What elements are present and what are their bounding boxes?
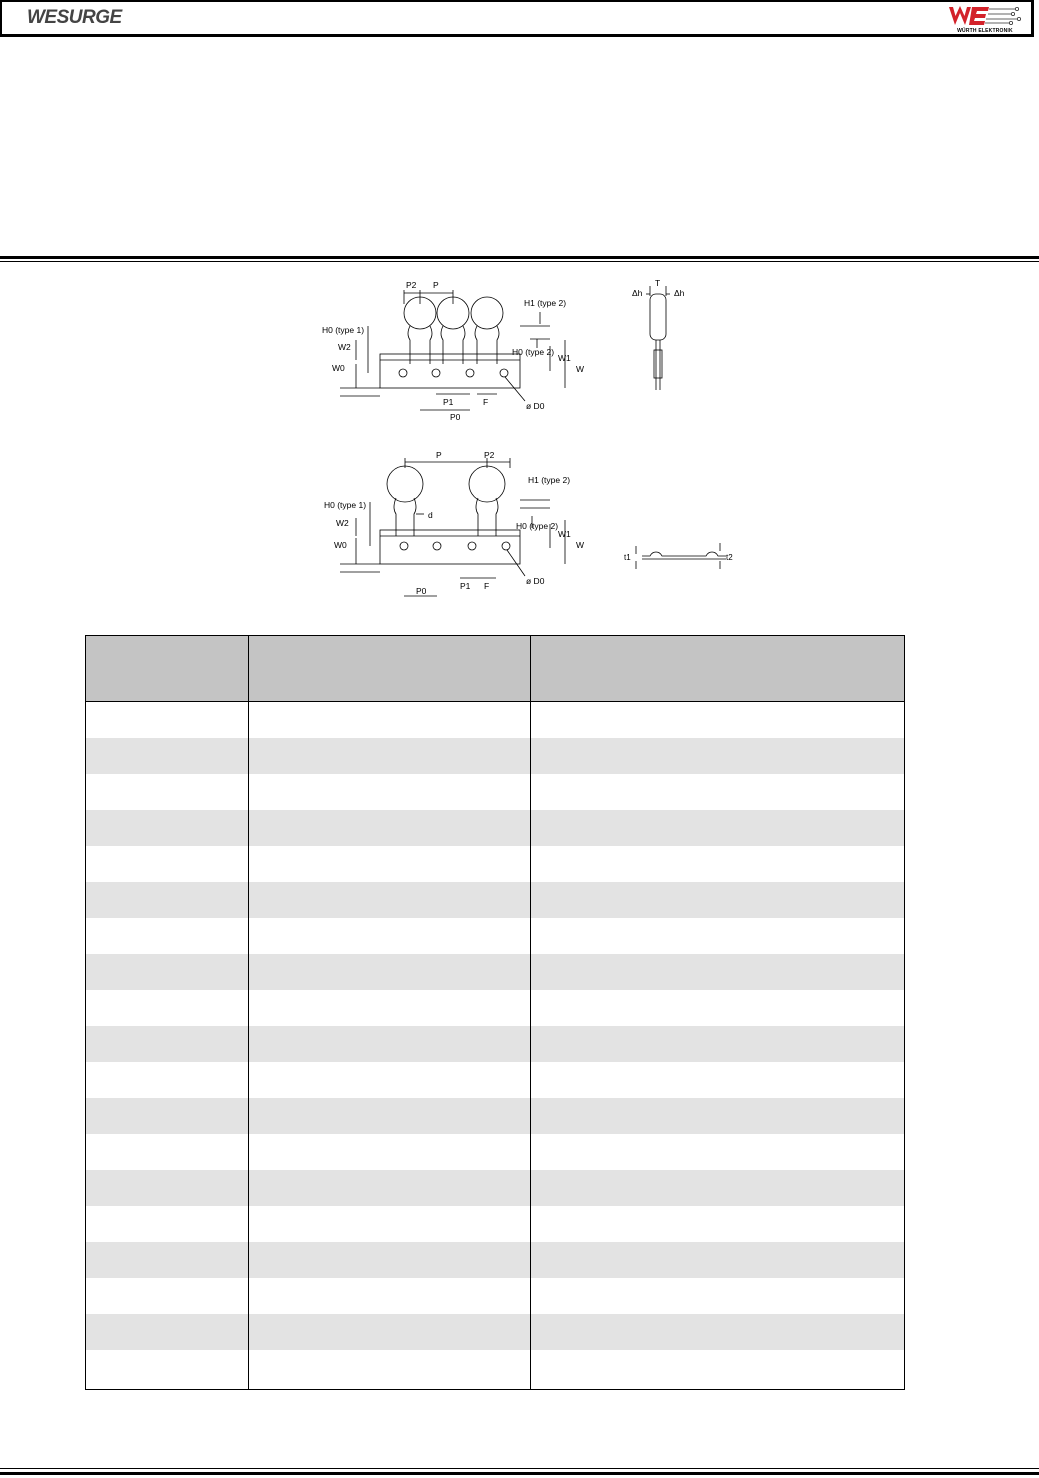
table-row [86,1098,904,1134]
table-cell [531,1134,906,1170]
column-divider [248,636,249,1389]
label-h0-type2: H0 (type 2) [512,347,555,357]
table-row [86,1242,904,1278]
label-p: P [433,280,439,290]
table-cell [531,882,906,918]
table-cell [86,1170,249,1206]
table-header-cell [249,636,531,701]
label-p: P [436,450,442,460]
label-p1: P1 [460,581,471,591]
table-cell [531,990,906,1026]
table-row [86,810,904,846]
table-row [86,954,904,990]
table-row [86,882,904,918]
table-cell [531,846,906,882]
table-cell [531,1170,906,1206]
table-cell [249,1314,531,1350]
section-rule [0,256,1039,259]
dimension-spec-table [85,635,905,1390]
wurth-elektronik-wordmark: WÜRTH ELEKTRONIK [957,28,1013,34]
table-cell [531,1350,906,1386]
table-cell [249,1134,531,1170]
table-cell [249,1278,531,1314]
table-cell [86,954,249,990]
label-w1: W1 [558,353,571,363]
table-row [86,702,904,738]
table-cell [249,1206,531,1242]
table-cell [531,1026,906,1062]
table-cell [249,810,531,846]
table-cell [86,1098,249,1134]
table-header-cell [86,636,249,701]
table-cell [531,810,906,846]
taping-diagram-type2 [300,448,590,603]
table-cell [86,810,249,846]
label-p2: P2 [406,280,417,290]
tape-thickness-diagram [620,540,740,572]
table-cell [86,1026,249,1062]
label-w0: W0 [334,540,347,550]
table-cell [531,1062,906,1098]
table-header-row [86,636,904,702]
table-cell [249,954,531,990]
label-h0-type2: H0 (type 2) [516,521,559,531]
table-row [86,1062,904,1098]
label-w1: W1 [558,529,571,539]
label-p2: P2 [484,450,495,460]
table-cell [249,1062,531,1098]
label-w2: W2 [338,342,351,352]
table-cell [249,1170,531,1206]
table-cell [86,774,249,810]
table-cell [249,846,531,882]
side-view-diagram [630,280,700,400]
table-row [86,918,904,954]
table-row [86,1134,904,1170]
table-cell [249,738,531,774]
label-t1: t1 [624,553,631,562]
table-row [86,1206,904,1242]
table-cell [86,1242,249,1278]
table-cell [249,1350,531,1386]
table-cell [86,846,249,882]
label-d: d [428,510,433,520]
label-d0: ø D0 [526,576,545,586]
table-cell [531,702,906,738]
table-row [86,774,904,810]
table-cell [249,918,531,954]
table-cell [249,882,531,918]
table-row [86,1350,904,1386]
table-cell [86,1134,249,1170]
table-cell [249,774,531,810]
table-header-cell [531,636,906,701]
label-t2: t2 [726,553,733,562]
label-f: F [483,397,489,407]
table-cell [531,738,906,774]
table-cell [86,1206,249,1242]
table-cell [531,1278,906,1314]
table-cell [86,1062,249,1098]
column-divider [530,636,531,1389]
taping-diagram-type1 [300,276,590,426]
table-cell [249,1242,531,1278]
label-p0: P0 [416,586,427,596]
table-cell [86,990,249,1026]
table-cell [531,1242,906,1278]
table-cell [531,1206,906,1242]
footer-rule-thin [0,1468,1039,1469]
table-cell [86,1350,249,1386]
label-w2: W2 [336,518,349,528]
label-w0: W0 [332,363,345,373]
label-h1-type2: H1 (type 2) [524,298,567,308]
table-cell [531,918,906,954]
label-dh-right: Δh [674,288,685,298]
table-cell [249,1098,531,1134]
table-row [86,1278,904,1314]
label-h0-type1: H0 (type 1) [322,325,365,335]
table-cell [86,1278,249,1314]
label-d0: ø D0 [526,401,545,411]
section-rule-thin [0,261,1039,262]
label-t: T [655,280,661,288]
brand-wesurge-logo: WESURGE [27,7,122,28]
table-row [86,1026,904,1062]
table-cell [531,774,906,810]
label-f: F [484,581,490,591]
table-cell [86,738,249,774]
table-cell [531,1314,906,1350]
label-w: W [576,364,585,374]
table-cell [86,918,249,954]
table-row [86,990,904,1026]
label-p0: P0 [450,412,461,422]
table-cell [86,882,249,918]
table-row [86,738,904,774]
table-cell [86,1314,249,1350]
page-header [0,0,1034,37]
table-cell [531,1098,906,1134]
label-w: W [576,540,585,550]
table-cell [249,702,531,738]
footer-rule [0,1472,1039,1475]
label-p1: P1 [443,397,454,407]
table-cell [531,954,906,990]
table-row [86,846,904,882]
table-row [86,1170,904,1206]
table-cell [86,702,249,738]
table-cell [249,990,531,1026]
label-dh-left: Δh [632,288,643,298]
label-h1-type2: H1 (type 2) [528,475,571,485]
table-cell [249,1026,531,1062]
table-row [86,1314,904,1350]
label-h0-type1: H0 (type 1) [324,500,367,510]
